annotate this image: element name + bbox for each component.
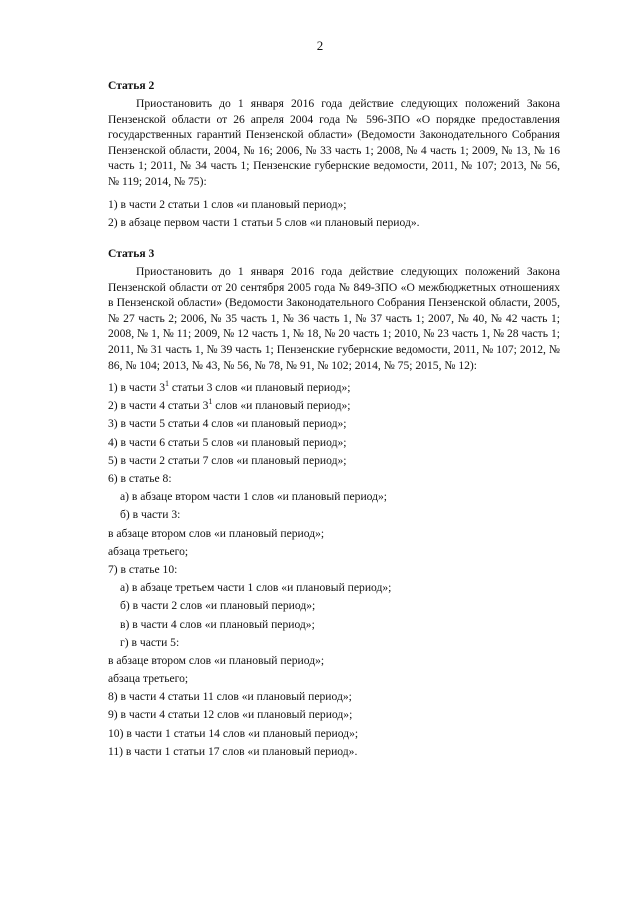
document-body [108, 78, 560, 761]
article-3-item-5: 5) в части 2 статьи 7 слов «и плановый период»; [108, 453, 347, 467]
article-3-heading: Статья 3 [108, 246, 155, 260]
article-2-item-2: 2) в абзаце первом части 1 статьи 5 слов «и плановый период». [108, 215, 420, 229]
article-3-item-6: 6) в статье 8: [108, 472, 172, 486]
article-3-item-7a: а) в абзаце третьем части 1 слов «и плановый период»; [120, 581, 392, 595]
article-3-item-6b-line-1: в абзаце втором слов «и плановый период»; [108, 526, 325, 540]
article-3-item-6b-line-2: абзаца третьего; [108, 544, 189, 558]
article-3-item-7b: б) в части 2 слов «и плановый период»; [120, 599, 316, 613]
article-3-item-4: 4) в части 6 статьи 5 слов «и плановый период»; [108, 435, 347, 449]
article-3-item-7: 7) в статье 10: [108, 562, 178, 576]
article-3-item-3: 3) в части 5 статьи 4 слов «и плановый период»; [108, 417, 347, 431]
article-2-heading: Статья 2 [108, 79, 155, 92]
article-3-item-11: 11) в части 1 статьи 17 слов «и плановый период». [108, 744, 358, 758]
article-3-item-7d-line-2: абзаца третьего; [108, 672, 189, 686]
article-2-paragraph: Приостановить до 1 января 2016 года действие следующих положений Закона Пензенской области от 26 апреля 2004 года № 596-ЗПО «О порядке предоставления государственных гарантий Пензенской области» (Ведомости Законодательного Собрания Пензенской области, 2004, № 16; 2006, № 33 часть 1; 2008, № 4 часть 1; 2009, № 13, № 16 часть 1; 2011, № 34 часть 1; Пензенские губернские ведомости, 2011, № 107; 2013, № 56, № 119; 2014, № 75): [108, 97, 560, 188]
article-3-item-9: 9) в части 4 статьи 12 слов «и плановый период»; [108, 708, 353, 722]
page-number: 2 [316, 38, 324, 53]
article-3-item-8: 8) в части 4 статьи 11 слов «и плановый период»; [108, 690, 352, 704]
article-3-item-1: 1) в части $3^1$ статьи 3 слов «и плановый период»; [108, 379, 351, 395]
article-3-item-6a: а) в абзаце втором части 1 слов «и плановый период»; [120, 490, 388, 504]
article-3-item-6b: б) в части 3: [120, 508, 181, 522]
article-2-item-1: 1) в части 2 статьи 1 слов «и плановый период»; [108, 197, 347, 211]
article-3-item-2: 2) в части 4 статьи $3^1$ слов «и плановый период»; [108, 397, 351, 413]
article-3-item-10: 10) в части 1 статьи 14 слов «и плановый период»; [108, 726, 359, 740]
article-3-item-7d: г) в части 5: [120, 635, 180, 649]
article-3-paragraph: Приостановить до 1 января 2016 года действие следующих положений Закона Пензенской области от 20 сентября 2005 года № 849-ЗПО «О межбюджетных отношениях в Пензенской области» (Ведомости Законодательного Собрания Пензенской области, 2005, № 27 часть 2; 2006, № 35 часть 1, № 36 часть 1, № 37 часть 1; 2007, № 40, № 42 часть 1; 2008, № 1, № 11; 2009, № 12 часть 1, № 18, № 20 часть 1; 2010, № 23 часть 1, № 28 часть 1; 2011, № 31 часть 1, № 39 часть 1; Пензенские губернские ведомости, 2011, № 107; 2012, № 86, № 104; 2013, № 43, № 56, № 78, № 91, № 102; 2014, № 75; 2015, № 12): [108, 264, 560, 372]
article-3-item-7d-line-1: в абзаце втором слов «и плановый период»; [108, 653, 325, 667]
article-3-item-7c: в) в части 4 слов «и плановый период»; [120, 617, 315, 631]
